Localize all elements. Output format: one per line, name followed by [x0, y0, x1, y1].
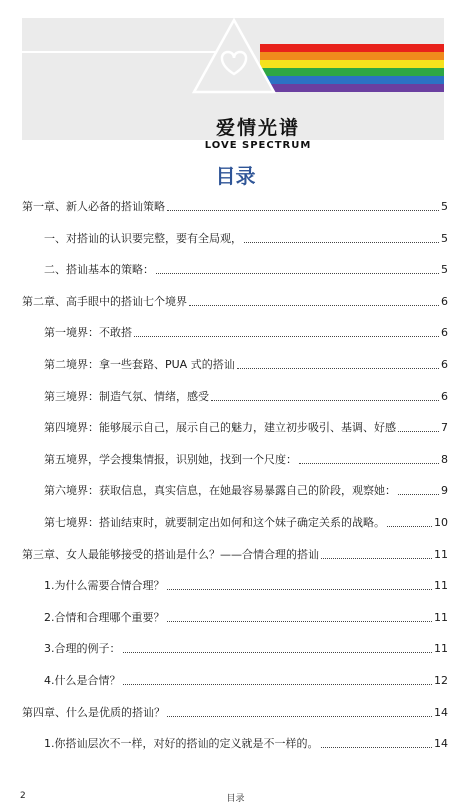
toc-entry-page: 6: [441, 294, 448, 308]
toc-entry-page: 12: [434, 674, 448, 687]
toc-entry-label: 第二境界：拿一些套路、PUA 式的搭讪: [44, 358, 235, 371]
toc-dot-leader: [211, 400, 439, 401]
toc-entry-page: 11: [434, 642, 448, 656]
toc-dot-leader: [167, 210, 439, 211]
toc-entry-label: 3.合理的例子：: [44, 642, 121, 656]
header-banner: [22, 18, 444, 151]
toc-entry-page: 6: [441, 389, 448, 403]
toc-entry-label: 第二章、高手眼中的搭讪七个境界: [22, 294, 187, 308]
footer-page-number: 2: [20, 791, 26, 801]
toc-entry-label: 第一章、新人必备的搭讪策略: [22, 200, 165, 213]
toc-entry-label: 1.为什么需要合情合理？: [44, 579, 165, 593]
toc-dot-leader: [398, 494, 439, 495]
toc-dot-leader: [167, 621, 433, 622]
page-title: 目录: [215, 164, 256, 188]
toc-entry-label: 第四境界：能够展示自己，展示自己的魅力，建立初步吸引、基调、好感: [44, 421, 396, 435]
toc-dot-leader: [123, 652, 433, 653]
toc-entry-label: 第七境界：搭讪结束时，就要制定出如何和这个妹子确定关系的战略。: [44, 516, 385, 529]
toc-dot-leader: [189, 305, 439, 306]
toc-dot-leader: [398, 431, 439, 432]
toc-section-entry[interactable]: [44, 355, 448, 373]
toc-dot-leader: [299, 463, 439, 464]
brand-title-en: LOVE SPECTRUM: [204, 140, 312, 151]
toc-entry-page: 11: [434, 579, 448, 593]
toc-dot-leader: [237, 368, 439, 369]
toc-section-entry[interactable]: [44, 229, 448, 247]
toc-entry-label: 第三境界：制造气氛、情绪，感受: [44, 389, 209, 403]
spectrum-band: [260, 76, 444, 84]
toc-entry-label: 2.合情和合理哪个重要？: [44, 610, 165, 624]
toc-section-entry[interactable]: [44, 734, 448, 752]
toc-entry-page: 10: [434, 516, 448, 529]
spectrum-band: [260, 60, 444, 68]
toc-entry-page: 6: [441, 326, 448, 340]
toc-section-entry[interactable]: [44, 260, 448, 278]
spectrum-band: [260, 68, 444, 76]
toc-dot-leader: [156, 273, 439, 274]
toc-entry-label: 第六境界：获取信息，真实信息，在她最容易暴露自己的阶段，观察她：: [44, 484, 396, 498]
toc-section-entry[interactable]: [44, 418, 448, 436]
toc-chapter-entry[interactable]: [22, 703, 448, 721]
toc-entry-page: 11: [434, 547, 448, 561]
toc-section-entry[interactable]: [44, 323, 448, 341]
toc-chapter-entry[interactable]: [22, 197, 448, 215]
toc-entry-label: 1.你搭讪层次不一样，对好的搭讪的定义就是不一样的。: [44, 737, 319, 751]
toc-entry-page: 6: [441, 358, 448, 371]
toc-entry-label: 一、对搭讪的认识要完整，要有全局观，: [44, 231, 242, 245]
toc-entry-page: 14: [434, 737, 448, 751]
brand-title-cn: 爱情光谱: [215, 117, 300, 139]
toc-entry-page: 5: [441, 200, 448, 213]
toc-entry-label: 第五境界，学会搜集情报，识别她，找到一个尺度：: [44, 452, 297, 466]
toc-entry-label: 第四章、什么是优质的搭讪？: [22, 705, 165, 719]
toc-section-entry[interactable]: [44, 639, 448, 657]
toc-entry-page: 7: [441, 421, 448, 435]
toc-entry-label: 第三章、女人最能够接受的搭讪是什么？——合情合理的搭讪: [22, 547, 319, 561]
toc-entry-page: 14: [434, 705, 448, 719]
spectrum-band: [260, 84, 444, 92]
toc-section-entry[interactable]: [44, 450, 448, 468]
toc-section-entry[interactable]: [44, 481, 448, 499]
spectrum-band: [260, 52, 444, 60]
toc-dot-leader: [244, 242, 439, 243]
toc-dot-leader: [167, 589, 433, 590]
toc-section-entry[interactable]: [44, 513, 448, 531]
toc-section-entry[interactable]: [44, 608, 448, 626]
toc-entry-label: 4.什么是合情？: [44, 674, 121, 687]
toc-dot-leader: [387, 526, 432, 527]
toc-dot-leader: [321, 558, 432, 559]
footer-label: 目录: [226, 794, 245, 804]
toc-section-entry[interactable]: [44, 576, 448, 594]
spectrum-band: [260, 44, 444, 52]
toc-dot-leader: [123, 684, 433, 685]
toc-chapter-entry[interactable]: [22, 292, 448, 310]
toc-entry-page: 5: [441, 231, 448, 245]
toc-entry-page: 8: [441, 452, 448, 466]
toc-entry-page: 11: [434, 610, 448, 624]
toc-section-entry[interactable]: [44, 387, 448, 405]
toc-chapter-entry[interactable]: [22, 545, 448, 563]
toc-dot-leader: [321, 747, 433, 748]
toc-dot-leader: [167, 716, 432, 717]
toc-entry-label: 二、搭讪基本的策略：: [44, 263, 154, 277]
toc-entry-label: 第一境界：不敢搭: [44, 326, 132, 340]
toc-dot-leader: [134, 336, 439, 337]
toc-section-entry[interactable]: [44, 671, 448, 689]
toc-entry-page: 9: [441, 484, 448, 498]
toc-entry-page: 5: [441, 263, 448, 277]
